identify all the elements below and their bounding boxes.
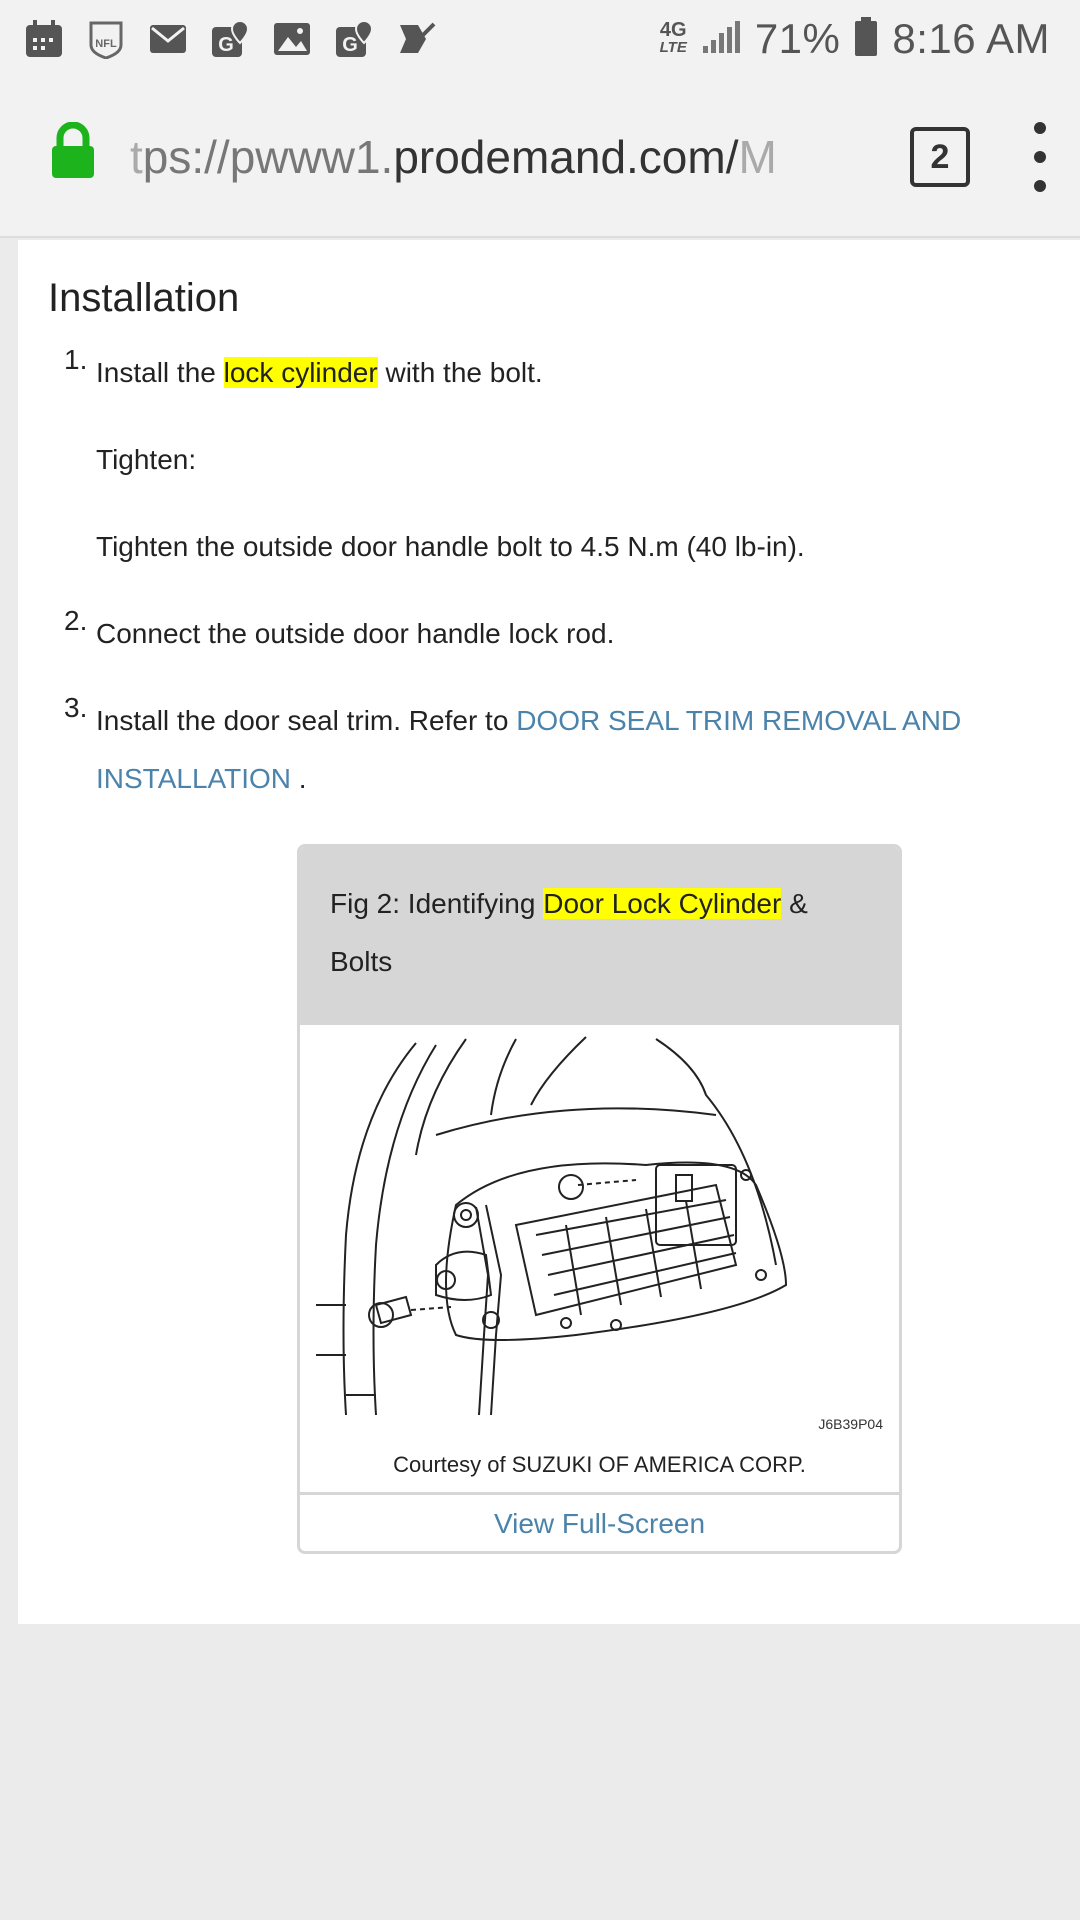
svg-text:G: G	[342, 34, 358, 56]
search-highlight: Door Lock Cylinder	[543, 888, 782, 919]
image-credit: Courtesy of SUZUKI OF AMERICA CORP.	[393, 1452, 806, 1477]
view-full-screen-link[interactable]: View Full-Screen	[493, 1508, 706, 1539]
url-field[interactable]: tps://pwww1.prodemand.com/M	[130, 131, 777, 183]
gallery-icon	[272, 19, 312, 59]
mail-icon	[148, 19, 188, 59]
installation-steps	[18, 344, 1058, 808]
torque-spec: Tighten the outside door handle bolt to 4.5 N.m (40 lb-in).	[96, 531, 805, 562]
search-highlight: lock cylinder	[223, 357, 378, 388]
nfl-icon	[86, 19, 126, 59]
notification-icons	[24, 19, 436, 59]
article-card	[18, 240, 1080, 1624]
step-number: 1.	[64, 344, 88, 375]
tab-switcher-button[interactable]: 2	[910, 127, 970, 187]
battery-icon	[854, 17, 878, 62]
system-status	[660, 15, 1050, 63]
signal-icon	[701, 20, 741, 59]
network-type: 4G LTE	[659, 19, 687, 56]
task-check-icon	[396, 19, 436, 59]
calendar-icon	[24, 19, 64, 59]
step-3: 3. Install the door seal trim. Refer to DOOR SEAL TRIM REMOVAL AND INSTALLATION .	[64, 692, 962, 794]
secure-lock-icon[interactable]	[50, 122, 110, 192]
step-number: 2.	[64, 605, 88, 636]
browser-address-bar	[0, 78, 1080, 238]
figure-card	[297, 844, 902, 1554]
figure-caption: Fig 2: Identifying Door Lock Cylinder & Bolts	[300, 847, 899, 1025]
battery-percent: 71%	[754, 15, 841, 62]
clock: 8:16 AM	[892, 15, 1050, 62]
step-number: 3.	[64, 692, 88, 723]
maps-pin-icon	[210, 19, 250, 59]
maps-pin-icon	[334, 19, 374, 59]
door-seal-trim-link-continued[interactable]: INSTALLATION	[96, 763, 292, 794]
step-1: 1. Install the lock cylinder with the bolt. Tighten: Tighten the outside door handle bolt to 4.5 N.m (40 lb-in).	[18, 344, 1058, 576]
step-2: 2. Connect the outside door handle lock rod.	[64, 605, 615, 649]
door-seal-trim-link[interactable]: DOOR SEAL TRIM REMOVAL AND	[516, 705, 962, 736]
tighten-label: Tighten:	[96, 444, 197, 475]
status-bar	[0, 0, 1080, 78]
svg-text:G: G	[218, 34, 234, 56]
door-lock-diagram-image[interactable]	[300, 1025, 899, 1442]
svg-text:NFL: NFL	[95, 38, 117, 50]
section-heading: Installation	[48, 276, 240, 320]
overflow-menu-button[interactable]	[1030, 122, 1050, 192]
image-reference-code: J6B39P04	[818, 1416, 883, 1432]
